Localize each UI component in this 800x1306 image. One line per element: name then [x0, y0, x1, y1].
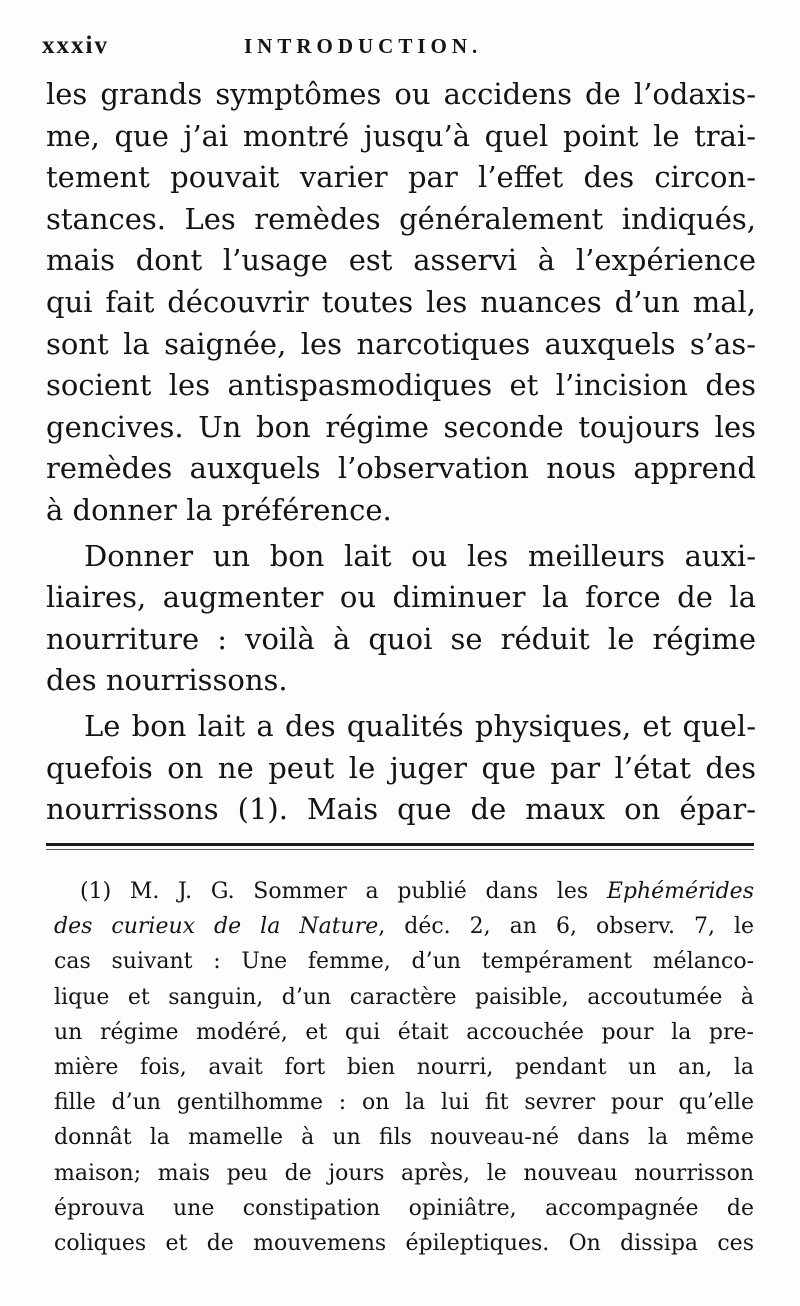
footnote: [54, 874, 754, 1261]
footnote-line: cas suivant : Une femme, d’un tempérament mélanco-: [54, 949, 754, 975]
footnote-italic: Ephémérides: [606, 879, 754, 904]
footnote-italic: des curieux de la Nature: [54, 914, 379, 940]
text-line: qui fait découvrir toutes les nuances d’un mal,: [46, 284, 756, 319]
running-head: INTRODUCTION.: [244, 34, 483, 58]
text-line: mais dont l’usage est asservi à l’expérience: [46, 243, 756, 278]
text-line: tement pouvait varier par l’effet des circon-: [46, 160, 756, 195]
footnote-line: [54, 909, 754, 944]
text-line: nourriture : voilà à quoi se réduit le régime: [46, 621, 756, 656]
text-line: quefois on ne peut le juger que par l’état des: [46, 750, 756, 785]
footnote-line: éprouva une constipation opiniâtre, accompagnée de: [54, 1195, 754, 1221]
footnote-rule: [46, 843, 754, 846]
footnote-line: coliques et de mouvemens épileptiques. On dissipa ces: [54, 1230, 754, 1256]
footnote-text: , déc. 2, an 6, observ. 7, le: [378, 914, 754, 940]
footnote-line: maison; mais peu de jours après, le nouveau nourrisson: [54, 1160, 754, 1186]
footnote-text: (1) M. J. G. Sommer a publié dans les: [80, 879, 607, 904]
text-line: nourrissons (1). Mais que de maux on épar-: [46, 792, 756, 827]
text-line: les grands symptômes ou accidens de l’odaxis-: [46, 77, 756, 111]
footnote-line: fille d’un gentilhomme : on la lui fit sevrer pour qu’elle: [54, 1090, 754, 1116]
text-line: des nourrissons.: [46, 663, 288, 698]
footnote-rule-thin: [46, 849, 754, 850]
text-line: me, que j’ai montré jusqu’à quel point le trai-: [46, 118, 756, 153]
text-line: gencives. Un bon régime seconde toujours les: [46, 409, 756, 444]
text-line: socient les antispasmodiques et l’incision des: [46, 368, 756, 403]
footnote-line: mière fois, avait fort bien nourri, pendant un an, la: [54, 1054, 754, 1080]
footnote-line: un régime modéré, et qui était accouchée pour la pre-: [54, 1019, 754, 1045]
footnote-line: lique et sanguin, d’un caractère paisible, accoutumée à: [54, 984, 754, 1010]
main-text: [46, 74, 756, 831]
text-line: remèdes auxquels l’observation nous apprend: [46, 451, 756, 486]
footnote-line: donnât la mamelle à un fils nouveau-né dans la même: [54, 1125, 754, 1151]
text-line: à donner la préférence.: [46, 492, 392, 527]
text-line: sont la saignée, les narcotiques auxquels s’as-: [46, 326, 756, 361]
text-line: liaires, augmenter ou diminuer la force de la: [46, 580, 756, 615]
text-line: Donner un bon lait ou les meilleurs auxi-: [84, 538, 756, 573]
page-header: [42, 32, 762, 76]
text-line: Le bon lait a des qualités physiques, et quel-: [84, 708, 756, 743]
footnote-line: [54, 874, 754, 909]
text-line: stances. Les remèdes généralement indiqués,: [46, 201, 756, 236]
page-number: xxxiv: [42, 32, 109, 59]
